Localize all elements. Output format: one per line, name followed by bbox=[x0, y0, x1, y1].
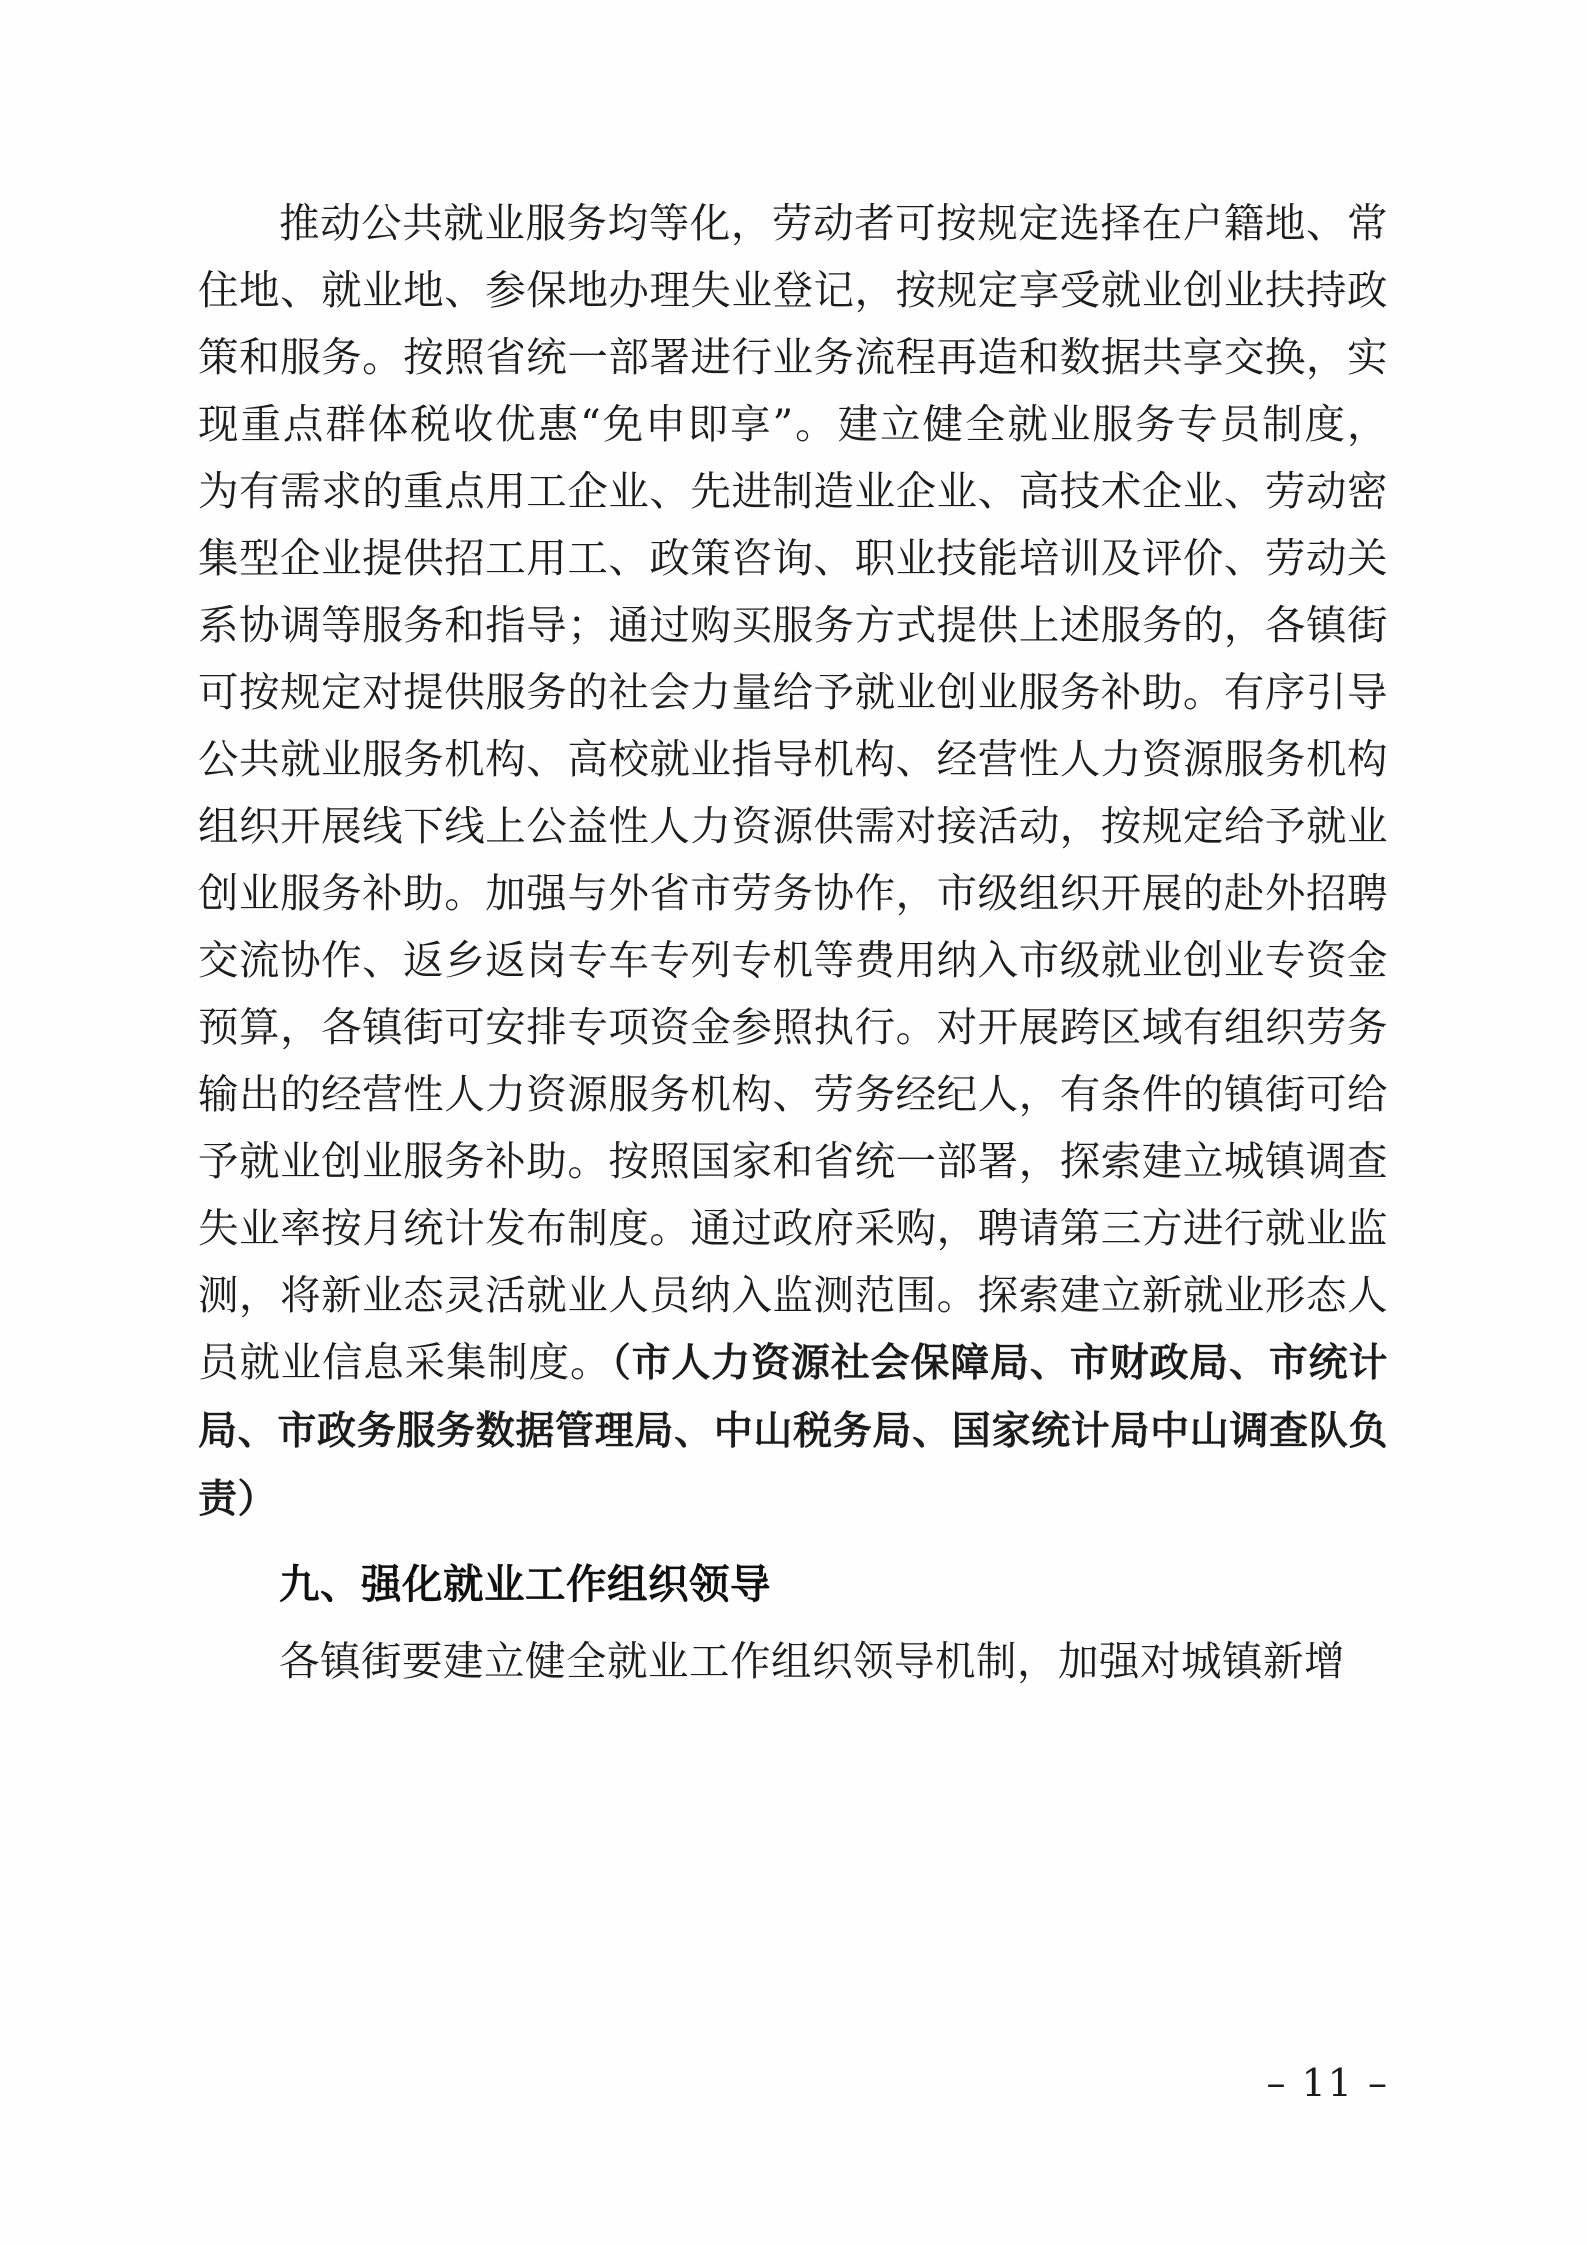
document-body bbox=[198, 190, 1388, 1695]
paragraph-organizational-leadership: 各镇街要建立健全就业工作组织领导机制，加强对城镇新增 bbox=[279, 1637, 1345, 1685]
paragraph-public-employment-services bbox=[198, 190, 1388, 1533]
paragraph-responsible-units: （市人力资源社会保障局、市财政局、市统计局、市政务服务数据管理局、中山税务局、国家统计局中山调查队负责） bbox=[198, 1341, 1388, 1522]
section-heading-nine: 九、强化就业工作组织领导 bbox=[279, 1560, 771, 1608]
page-number: – 11 – bbox=[1266, 2061, 1389, 2105]
paragraph-main-text: 推动公共就业服务均等化，劳动者可按规定选择在户籍地、常住地、就业地、参保地办理失业登记，按规定享受就业创业扶持政策和服务。按照省统一部署进行业务流程再造和数据共享交换，实现重点群体税收优惠“免申即享”。建立健全就业服务专员制度，为有需求的重点用工企业、先进制造业企业、高技术企业、劳动密集型企业提供招工用工、政策咨询、职业技能培训及评价、劳动关系协调等服务和指导；通过购买服务方式提供上述服务的，各镇街可按规定对提供服务的社会力量给予就业创业服务补助。有序引导公共就业服务机构、高校就业指导机构、经营性人力资源服务机构组织开展线下线上公益性人力资源供需对接活动，按规定给予就业创业服务补助。加强与外省市劳务协作，市级组织开展的赴外招聘交流协作、返乡返岗专车专列专机等费用纳入市级就业创业专资金预算，各镇街可安排专项资金参照执行。对开展跨区域有组织劳务输出的经营性人力资源服务机构、劳务经纪人，有条件的镇街可给予就业创业服务补助。按照国家和省统一部署，探索建立城镇调查失业率按月统计发布制度。通过政府采购，聘请第三方进行就业监测，将新业态灵活就业人员纳入监测范围。探索建立新就业形态人员就业信息采集制度。 bbox=[198, 199, 1388, 1386]
